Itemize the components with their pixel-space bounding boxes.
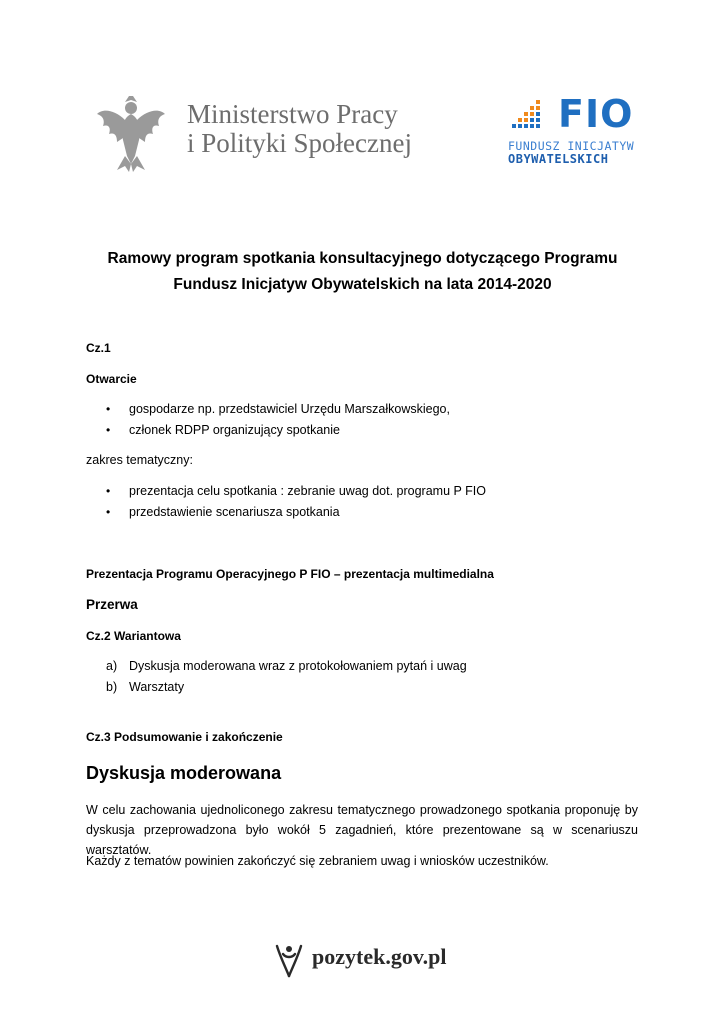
list-item: • przedstawienie scenariusza spotkania xyxy=(86,502,646,523)
document-title xyxy=(60,246,665,298)
list-item: • prezentacja celu spotkania : zebranie uwag dot. programu P FIO xyxy=(86,481,646,502)
fio-wordmark: FIO xyxy=(558,92,634,136)
footer-logo xyxy=(274,942,454,982)
scope-list xyxy=(86,481,646,523)
list-marker: a) xyxy=(106,659,118,673)
list-item xyxy=(86,656,646,677)
part3-label: Cz.3 Podsumowanie i zakończenie xyxy=(86,730,283,744)
presentation-heading: Prezentacja Programu Operacyjnego P FIO – prezentacja multimedialna xyxy=(86,567,494,581)
discussion-heading: Dyskusja moderowana xyxy=(86,763,282,783)
list-marker: b) xyxy=(106,680,118,694)
fio-logo xyxy=(508,92,638,168)
ministry-name-line1: Ministerstwo Pracy xyxy=(187,99,398,129)
ministry-logo xyxy=(95,92,445,174)
list-item-text: Dyskusja moderowana wraz z protokołowaniem pytań i uwag xyxy=(129,659,467,673)
ministry-name xyxy=(187,100,412,158)
list-item: • członek RDPP organizujący spotkanie xyxy=(86,420,646,441)
title-line1: Ramowy program spotkania konsultacyjnego dotyczącego Programu xyxy=(107,250,618,267)
fio-subtitle-line2: OBYWATELSKICH xyxy=(508,152,609,166)
list-item-text: Warsztaty xyxy=(129,680,185,694)
part2-list xyxy=(86,656,646,698)
discussion-paragraph-2: Każdy z tematów powinien zakończyć się zebraniem uwag i wniosków uczestników. xyxy=(86,854,549,868)
list-item: • gospodarze np. przedstawiciel Urzędu Marszałkowskiego, xyxy=(86,399,646,420)
footer-site-name: pozytek.gov.pl xyxy=(312,944,447,969)
eagle-emblem-icon xyxy=(95,94,167,174)
discussion-paragraph-1: W celu zachowania ujednoliconego zakresu tematycznego prowadzonego spotkania proponuję by dyskusja przeprowadzona było wokół 5 zagadnień, które prezentowane są w scenariuszu warsztatów. xyxy=(86,803,638,857)
break-heading: Przerwa xyxy=(86,597,138,612)
list-item xyxy=(86,677,646,698)
title-line2: Fundusz Inicjatyw Obywatelskich na lata 2014-2020 xyxy=(173,276,552,293)
pozytek-figure-icon xyxy=(274,942,304,978)
opening-list xyxy=(86,399,646,441)
fio-dots-icon xyxy=(508,98,544,134)
fio-subtitle-line1: FUNDUSZ INICJATYW xyxy=(508,139,635,153)
part1-label: Cz.1 xyxy=(86,341,111,355)
opening-heading: Otwarcie xyxy=(86,372,137,386)
part2-label: Cz.2 Wariantowa xyxy=(86,629,181,643)
scope-label: zakres tematyczny: xyxy=(86,453,193,467)
ministry-name-line2: i Polityki Społecznej xyxy=(187,128,412,158)
